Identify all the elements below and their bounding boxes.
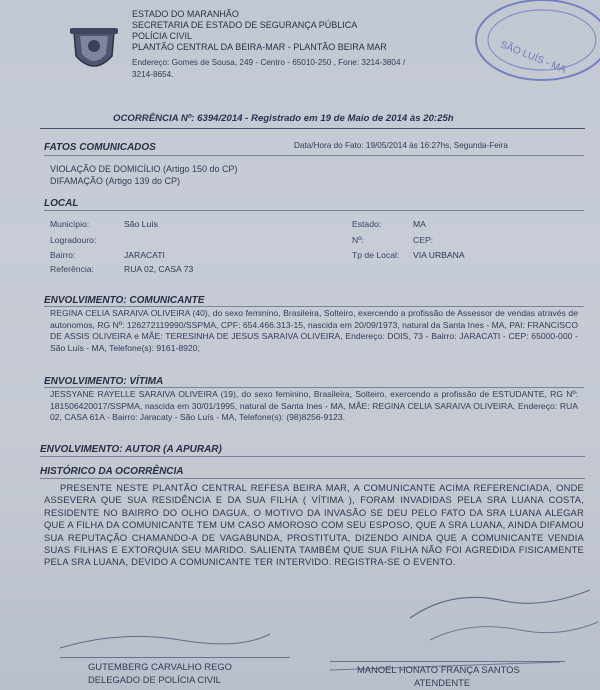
- signature-line-right: [330, 661, 565, 662]
- historico-underline: [40, 478, 585, 479]
- signature-right-role: ATENDENTE: [414, 677, 471, 688]
- header-police: POLÍCIA CIVIL: [132, 31, 193, 41]
- cep-label: CEP:: [413, 235, 434, 245]
- facts-datetime: Data/Hora do Fato: 19/05/2014 às 16:27hs, Segunda-Feira: [294, 141, 508, 150]
- estado-label: Estado:: [352, 219, 382, 229]
- facts-underline: [44, 155, 584, 156]
- vitima-text: JESSYANE RAYELLE SARAIVA OLIVEIRA (19), do sexo feminino, Brasileira, Solteiro, exercendo a profissão de ESTUDANTE, RG Nº: 181506420017/SSPMA, nascida em 30/01/1995, natural de Santa Ines - MA, MÃE: REGINA CELIA SARAIVA OLIVEIRA, Endereço: RUA 02, CASA 61A - Bairro: Jaracaty - São Luís - MA, Telefone(s): (98)8256-9123.: [50, 389, 578, 423]
- local-heading: LOCAL: [44, 198, 79, 209]
- bairro-label: Bairro:: [50, 250, 76, 260]
- signature-line-left: [60, 657, 290, 658]
- header-address: Endereço: Gomes de Sousa, 249 - Centro - 65010-250 , Fone: 3214-3804 /: [132, 58, 406, 67]
- divider: [40, 128, 585, 129]
- vitima-heading: ENVOLVIMENTO: VÍTIMA: [44, 376, 164, 387]
- autor-underline: [40, 456, 585, 457]
- round-stamp: [460, 0, 600, 90]
- local-underline: [44, 210, 584, 211]
- police-crest-logo: [66, 26, 122, 78]
- facts-heading: FATOS COMUNICADOS: [44, 142, 156, 153]
- referencia-label: Referência:: [50, 264, 94, 274]
- municipio-value: São Luís: [124, 219, 158, 229]
- stamp-text: SÃO LUÍS - MA: [498, 39, 568, 76]
- estado-value: MA: [413, 219, 426, 229]
- bairro-value: JARACATI: [124, 250, 165, 260]
- header-office: PLANTÃO CENTRAL DA BEIRA-MAR - PLANTÃO BEIRA MAR: [132, 42, 387, 52]
- numero-label: Nº:: [352, 235, 364, 245]
- comunicante-underline: [44, 306, 584, 307]
- signature-right-name: MANOEL HONATO FRANÇA SANTOS: [357, 664, 520, 675]
- fact-item: DIFAMAÇÃO (Artigo 139 do CP): [50, 176, 181, 186]
- tipo-local-label: Tp de Local:: [352, 250, 400, 260]
- tipo-local-value: VIA URBANA: [413, 250, 465, 260]
- municipio-label: Município:: [50, 219, 90, 229]
- comunicante-heading: ENVOLVIMENTO: COMUNICANTE: [44, 295, 205, 306]
- autor-heading: ENVOLVIMENTO: AUTOR (A APURAR): [40, 444, 222, 455]
- logradouro-label: Logradouro:: [50, 235, 97, 245]
- vitima-underline: [44, 387, 584, 388]
- header-phone: 3214-8654.: [132, 70, 174, 79]
- occurrence-title: OCORRÊNCIA Nº: 6394/2014 - Registrado em 19 de Maio de 2014 às 20:25h: [113, 113, 454, 124]
- historico-heading: HISTÓRICO DA OCORRÊNCIA: [40, 466, 184, 477]
- historico-text: PRESENTE NESTE PLANTÃO CENTRAL REFESA BEIRA MAR, A COMUNICANTE ACIMA REFERENCIADA, ONDE ASSEVERA QUE SUA RESIDÊNCIA E DA SUA FILHA ( VÍTIMA ), FORAM INVADIDAS PELA SRA LUANA COSTA, RESIDENTE NO BAIRRO DO OLHO DAGUA. O MOTIVO DA INVASÃO SE DEU PELO FATO DA SRA LUANA ALEGAR QUE A FILHA DA COMUNICANTE TEM UM CASO AMOROSO COM SEU ESPOSO, QUE A SRA LUANA, AINDA DIFAMOU SUA REPUTAÇÃO CHAMANDO-A DE VAGABUNDA, PROSTITUTA, DIZENDO AINDA QUE A COMUNICANTE VENDIA SUAS FILHAS E EXTORQUIA SEU MARIDO. SALIENTA TAMBÉM QUE SUA FILHA NÃO FOI AGREDIDA FISICAMENTE PELA SRA LUANA, DEVIDO A COMUNICANTE TER INTERVIDO. REGISTRA-SE O EVENTO.: [44, 482, 584, 568]
- signature-left-role: DELEGADO DE POLÍCIA CIVIL: [88, 674, 221, 685]
- referencia-value: RUA 02, CASA 73: [124, 264, 194, 274]
- fact-item: VIOLAÇÃO DE DOMICÍLIO (Artigo 150 do CP): [50, 164, 238, 174]
- comunicante-text: REGINA CELIA SARAIVA OLIVEIRA (40), do sexo feminino, Brasileira, Solteiro, exercendo a profissão de Assessor de vendas através de autonomos, RG Nº: 126272119990/SSPMA, CPF: 654.466.313-15, nascida em 20/09/1973, natural da Santa Ines - MA, PAI: FRANCISCO DE ASSIS OLIVEIRA e MÃE: TERESINHA DE JESUS SARAIVA OLIVEIRA, Endereço: DOIS, 73 - Bairro: JARACATI - CEP: 65000-000 - São Luís - MA, Telefone(s): 9161-8920;: [50, 308, 578, 353]
- header-state: ESTADO DO MARANHÃO: [132, 9, 239, 19]
- header-secretariat: SECRETARIA DE ESTADO DE SEGURANÇA PÚBLICA: [132, 20, 358, 30]
- signature-left-name: GUTEMBERG CARVALHO REGO: [88, 661, 232, 672]
